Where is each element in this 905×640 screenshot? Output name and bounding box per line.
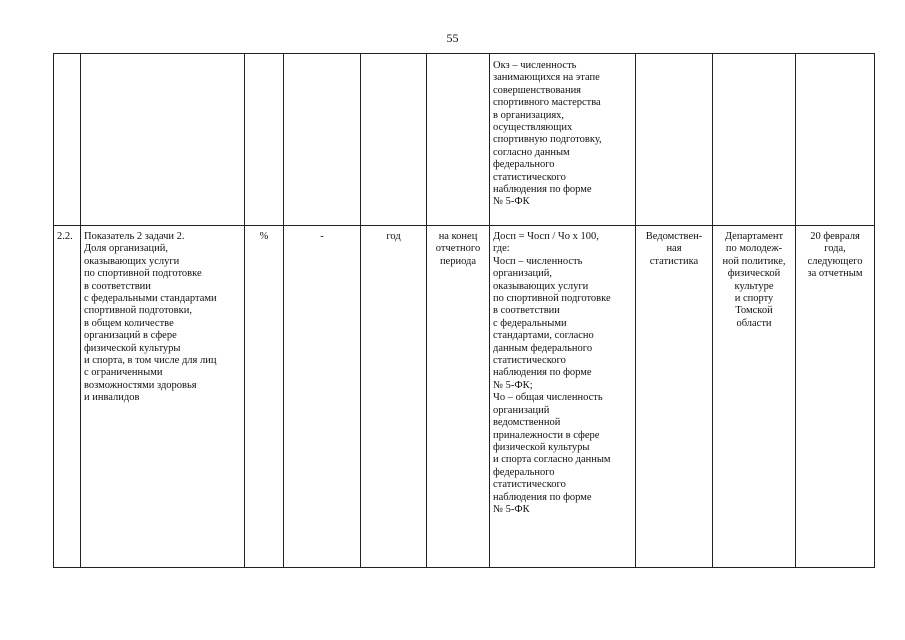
cell-indicator: Показатель 2 задачи 2. Доля организаций, оказывающих услуги по спортивной подготовке в соответствии с федеральными стандартами спортивной подготовки, в общем количестве организаций в сфере физической культуры и спорта, в том числе для лиц с ограниченными возможностями здоровья и инвалидов xyxy=(81,226,245,568)
cell-source xyxy=(636,54,713,226)
cell-baseline xyxy=(284,54,361,226)
cell-timing xyxy=(427,54,490,226)
cell-unit xyxy=(245,54,284,226)
table-row-2-2 xyxy=(54,226,875,568)
cell-unit: % xyxy=(245,226,284,568)
cell-responsible: Департамент по молодеж- ной политике, физической культуре и спорту Томской области xyxy=(713,226,796,568)
table-row-continuation xyxy=(54,54,875,226)
cell-deadline xyxy=(796,54,875,226)
cell-periodicity: год xyxy=(361,226,427,568)
page-number: 55 xyxy=(446,31,459,45)
cell-method: Окз – численность занимающихся на этапе совершенствования спортивного мастерства в организациях, осуществляющих спортивную подготовку, согласно данным федерального статистического наблюдения по форме № 5-ФК xyxy=(490,54,636,226)
indicators-table xyxy=(53,53,875,568)
cell-number xyxy=(54,54,81,226)
cell-indicator xyxy=(81,54,245,226)
cell-method: Досп = Чосп / Чо x 100, где: Чосп – численность организаций, оказывающих услуги по спортивной подготовке в соответствии с федеральными стандартами, согласно данным федерального статистического наблюдения по форме № 5-ФК; Чо – общая численность организаций ведомственной приналежности в сфере физической культуры и спорта согласно данным федерального статистического наблюдения по форме № 5-ФК xyxy=(490,226,636,568)
cell-periodicity xyxy=(361,54,427,226)
cell-deadline: 20 февраля года, следующего за отчетным xyxy=(796,226,875,568)
cell-source: Ведомствен- ная статистика xyxy=(636,226,713,568)
cell-number: 2.2. xyxy=(54,226,81,568)
cell-responsible xyxy=(713,54,796,226)
cell-timing: на конец отчетного периода xyxy=(427,226,490,568)
cell-baseline: - xyxy=(284,226,361,568)
